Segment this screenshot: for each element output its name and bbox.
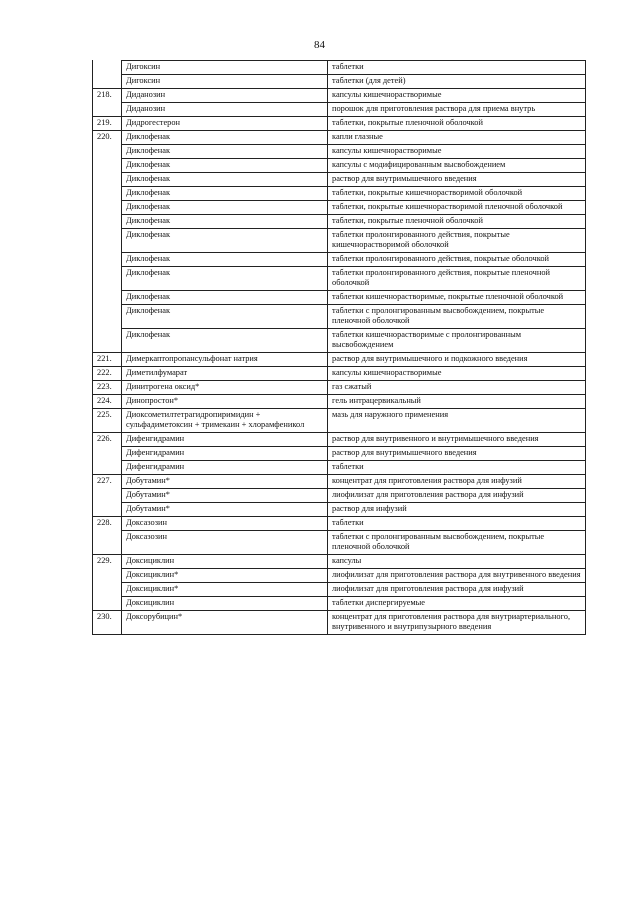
drug-name: Добутамин* — [122, 503, 328, 517]
row-number — [93, 461, 122, 475]
dosage-form: лиофилизат для приготовления раствора для инфузий — [328, 489, 586, 503]
drug-name: Дигоксин — [122, 75, 328, 89]
table-row — [93, 229, 586, 253]
row-number — [93, 503, 122, 517]
dosage-form: таблетки, покрытые кишечнорастворимой оболочкой — [328, 187, 586, 201]
dosage-form: раствор для внутривенного и внутримышечного введения — [328, 433, 586, 447]
dosage-form: порошок для приготовления раствора для приема внутрь — [328, 103, 586, 117]
dosage-form: лиофилизат для приготовления раствора для инфузий — [328, 583, 586, 597]
drug-name: Димеркаптопропансульфонат натрия — [122, 353, 328, 367]
drug-name: Динитрогена оксид* — [122, 381, 328, 395]
row-number — [93, 531, 122, 555]
row-number — [93, 291, 122, 305]
drug-name: Доксициклин — [122, 597, 328, 611]
dosage-form: таблетки с пролонгированным высвобождением, покрытые пленочной оболочкой — [328, 305, 586, 329]
row-number: 222. — [93, 367, 122, 381]
dosage-form: таблетки диспергируемые — [328, 597, 586, 611]
row-number — [93, 489, 122, 503]
table-row — [93, 381, 586, 395]
table-row — [93, 267, 586, 291]
row-number — [93, 447, 122, 461]
dosage-form: капсулы кишечнорастворимые — [328, 145, 586, 159]
dosage-form: лиофилизат для приготовления раствора для внутривенного введения — [328, 569, 586, 583]
drug-name: Дифенгидрамин — [122, 433, 328, 447]
dosage-form: гель интрацервикальный — [328, 395, 586, 409]
row-number: 227. — [93, 475, 122, 489]
table-row — [93, 215, 586, 229]
row-number — [93, 103, 122, 117]
drug-name: Диклофенак — [122, 267, 328, 291]
row-number — [93, 201, 122, 215]
table-row — [93, 517, 586, 531]
table-row — [93, 145, 586, 159]
table-row — [93, 173, 586, 187]
drug-name: Диметилфумарат — [122, 367, 328, 381]
row-number — [93, 267, 122, 291]
row-number — [93, 253, 122, 267]
row-number: 221. — [93, 353, 122, 367]
row-number — [93, 229, 122, 253]
dosage-form: концентрат для приготовления раствора для внутриартериального, внутривенного и внутрипузырного введения — [328, 611, 586, 635]
table-row — [93, 569, 586, 583]
drug-table — [92, 60, 586, 635]
row-number — [93, 75, 122, 89]
table-row — [93, 597, 586, 611]
row-number — [93, 215, 122, 229]
table-row — [93, 555, 586, 569]
dosage-form: раствор для внутримышечного введения — [328, 173, 586, 187]
drug-name: Диданозин — [122, 89, 328, 103]
dosage-form: таблетки, покрытые кишечнорастворимой пленочной оболочкой — [328, 201, 586, 215]
table-row — [93, 611, 586, 635]
drug-name: Диданозин — [122, 103, 328, 117]
dosage-form: таблетки пролонгированного действия, покрытые оболочкой — [328, 253, 586, 267]
drug-name: Диклофенак — [122, 145, 328, 159]
drug-name: Диклофенак — [122, 159, 328, 173]
table-row — [93, 75, 586, 89]
row-number: 226. — [93, 433, 122, 447]
drug-name: Доксорубицин* — [122, 611, 328, 635]
row-number: 219. — [93, 117, 122, 131]
dosage-form: мазь для наружного применения — [328, 409, 586, 433]
row-number — [93, 597, 122, 611]
table-row — [93, 291, 586, 305]
row-number — [93, 569, 122, 583]
drug-name: Диклофенак — [122, 201, 328, 215]
drug-name: Диклофенак — [122, 131, 328, 145]
dosage-form: таблетки кишечнорастворимые, покрытые пленочной оболочкой — [328, 291, 586, 305]
dosage-form: таблетки пролонгированного действия, покрытые пленочной оболочкой — [328, 267, 586, 291]
drug-name: Доксициклин* — [122, 583, 328, 597]
row-number: 223. — [93, 381, 122, 395]
page-number: 84 — [314, 39, 325, 51]
drug-name: Диклофенак — [122, 229, 328, 253]
table-row — [93, 201, 586, 215]
table-row — [93, 117, 586, 131]
drug-name: Диклофенак — [122, 305, 328, 329]
row-number — [93, 305, 122, 329]
drug-name: Доксициклин* — [122, 569, 328, 583]
table-row — [93, 103, 586, 117]
dosage-form: газ сжатый — [328, 381, 586, 395]
drug-name: Доксазозин — [122, 517, 328, 531]
table-row — [93, 353, 586, 367]
table-row — [93, 329, 586, 353]
dosage-form: капсулы с модифицированным высвобождением — [328, 159, 586, 173]
dosage-form: таблетки — [328, 517, 586, 531]
drug-name: Диклофенак — [122, 253, 328, 267]
row-number: 228. — [93, 517, 122, 531]
table-row — [93, 531, 586, 555]
table-row — [93, 305, 586, 329]
dosage-form: таблетки — [328, 61, 586, 75]
drug-name: Добутамин* — [122, 475, 328, 489]
row-number: 225. — [93, 409, 122, 433]
table-row — [93, 489, 586, 503]
dosage-form: таблетки, покрытые пленочной оболочкой — [328, 215, 586, 229]
drug-name: Дигоксин — [122, 61, 328, 75]
table-row — [93, 253, 586, 267]
dosage-form: таблетки кишечнорастворимые с пролонгированным высвобождением — [328, 329, 586, 353]
row-number — [93, 329, 122, 353]
dosage-form: капсулы кишечнорастворимые — [328, 89, 586, 103]
row-number — [93, 187, 122, 201]
drug-table-body — [93, 61, 586, 635]
row-number: 230. — [93, 611, 122, 635]
row-number: 229. — [93, 555, 122, 569]
drug-name: Диклофенак — [122, 291, 328, 305]
table-row — [93, 159, 586, 173]
drug-name: Доксициклин — [122, 555, 328, 569]
drug-name: Диоксометилтетрагидропиримидин + сульфадиметоксин + тримекаин + хлорамфеникол — [122, 409, 328, 433]
table-row — [93, 89, 586, 103]
drug-name: Дифенгидрамин — [122, 461, 328, 475]
drug-name: Диклофенак — [122, 329, 328, 353]
table-row — [93, 367, 586, 381]
row-number — [93, 145, 122, 159]
drug-name: Диклофенак — [122, 187, 328, 201]
row-number: 218. — [93, 89, 122, 103]
dosage-form: концентрат для приготовления раствора для инфузий — [328, 475, 586, 489]
drug-name: Динопростон* — [122, 395, 328, 409]
dosage-form: раствор для внутримышечного и подкожного введения — [328, 353, 586, 367]
table-row — [93, 395, 586, 409]
row-number — [93, 583, 122, 597]
row-number: 220. — [93, 131, 122, 145]
dosage-form: раствор для внутримышечного введения — [328, 447, 586, 461]
dosage-form: капсулы — [328, 555, 586, 569]
drug-name: Диклофенак — [122, 215, 328, 229]
dosage-form: таблетки пролонгированного действия, покрытые кишечнорастворимой оболочкой — [328, 229, 586, 253]
table-row — [93, 583, 586, 597]
row-number: 224. — [93, 395, 122, 409]
dosage-form: раствор для инфузий — [328, 503, 586, 517]
table-row — [93, 61, 586, 75]
table-row — [93, 447, 586, 461]
dosage-form: капсулы кишечнорастворимые — [328, 367, 586, 381]
table-row — [93, 475, 586, 489]
drug-name: Доксазозин — [122, 531, 328, 555]
drug-name: Диклофенак — [122, 173, 328, 187]
drug-name: Дидрогестерон — [122, 117, 328, 131]
row-number — [93, 159, 122, 173]
drug-name: Дифенгидрамин — [122, 447, 328, 461]
table-row — [93, 187, 586, 201]
drug-name: Добутамин* — [122, 489, 328, 503]
dosage-form: таблетки (для детей) — [328, 75, 586, 89]
row-number — [93, 61, 122, 75]
table-row — [93, 433, 586, 447]
table-row — [93, 409, 586, 433]
table-row — [93, 131, 586, 145]
dosage-form: таблетки с пролонгированным высвобождением, покрытые пленочной оболочкой — [328, 531, 586, 555]
dosage-form: капли глазные — [328, 131, 586, 145]
dosage-form: таблетки — [328, 461, 586, 475]
dosage-form: таблетки, покрытые пленочной оболочкой — [328, 117, 586, 131]
table-row — [93, 503, 586, 517]
table-row — [93, 461, 586, 475]
row-number — [93, 173, 122, 187]
